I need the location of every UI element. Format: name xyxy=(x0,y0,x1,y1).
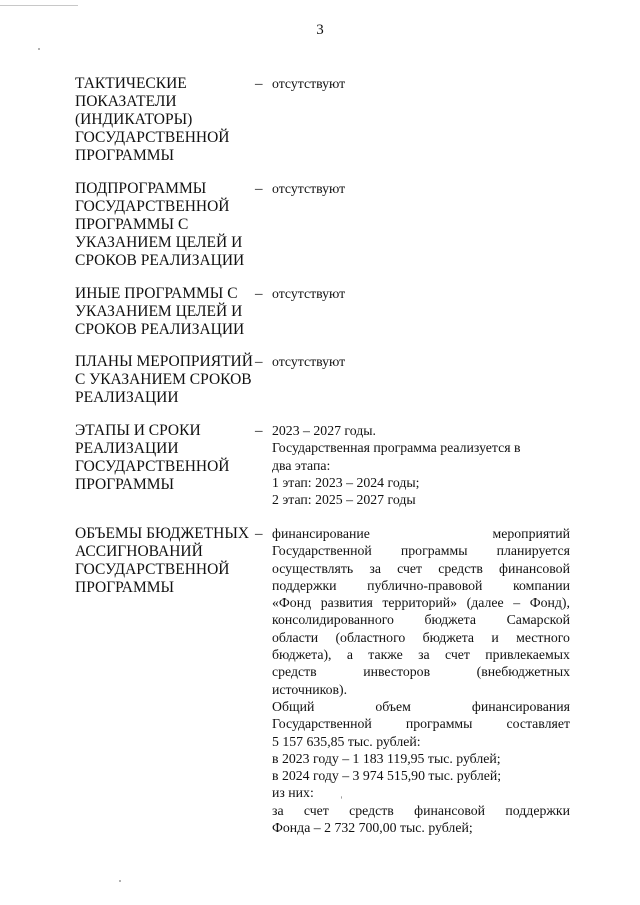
value-line: два этапа: xyxy=(272,457,331,473)
value-line: источников). xyxy=(272,681,348,697)
justified-word: поддержки xyxy=(272,577,337,593)
justified-word: инвесторов xyxy=(363,664,431,680)
justified-word: финансирование xyxy=(272,526,370,541)
justified-word: счет xyxy=(303,802,329,818)
scan-speck xyxy=(119,880,121,882)
value-line: отсутствуют xyxy=(272,354,346,369)
label-line: УКАЗАНИЕМ ЦЕЛЕЙ И xyxy=(75,234,243,251)
justified-word: мероприятий xyxy=(492,526,570,541)
justified-word: территорий» xyxy=(382,595,458,611)
section-dash: – xyxy=(255,354,263,370)
label-line: ЭТАПЫ И СРОКИ xyxy=(75,422,201,439)
justified-word: а xyxy=(346,647,353,663)
scan-edge-line xyxy=(0,5,78,6)
label-line: ТАКТИЧЕСКИЕ xyxy=(75,75,187,92)
justified-word: финансовой xyxy=(414,802,486,818)
label-line: СРОКОВ РЕАЛИЗАЦИИ xyxy=(75,252,245,269)
label-line: СРОКОВ РЕАЛИЗАЦИИ xyxy=(75,321,245,338)
justified-word: (внебюджетных xyxy=(476,664,570,680)
label-line: ПРОГРАММЫ xyxy=(75,147,175,164)
justified-word: развития xyxy=(320,595,373,611)
value-line xyxy=(272,594,570,611)
justified-word: – xyxy=(513,595,521,611)
section-value xyxy=(272,75,570,92)
section-value xyxy=(272,422,570,508)
value-line: 1 этап: 2023 – 2024 годы; xyxy=(272,474,420,490)
justified-word: Государственной xyxy=(272,716,372,732)
justified-word: программы xyxy=(405,716,473,732)
justified-word: средств xyxy=(349,802,394,818)
label-line: ГОСУДАРСТВЕННОЙ xyxy=(75,458,230,475)
label-line: ИНЫЕ ПРОГРАММЫ С xyxy=(75,285,238,302)
label-line: ПОДПРОГРАММЫ xyxy=(75,180,207,197)
section-value xyxy=(272,285,570,302)
scan-speck xyxy=(38,48,40,50)
label-line: ПОКАЗАТЕЛИ xyxy=(75,93,177,110)
label-line: ПРОГРАММЫ xyxy=(75,476,175,493)
section-label xyxy=(75,422,253,494)
label-line: (ИНДИКАТОРЫ) xyxy=(75,111,193,128)
section-dash: – xyxy=(255,76,263,92)
value-line: 5 157 635,85 тыс. рублей: xyxy=(272,733,421,749)
value-line: отсутствуют xyxy=(272,76,346,91)
justified-word: бюджета), xyxy=(272,647,332,663)
value-line: 2 этап: 2025 – 2027 годы xyxy=(272,492,416,508)
justified-word: (далее xyxy=(466,595,504,611)
value-line xyxy=(272,715,570,732)
justified-word: счет xyxy=(397,560,423,576)
value-line: Фонда – 2 732 700,00 тыс. рублей; xyxy=(272,820,473,836)
justified-word: Самарской xyxy=(506,612,570,628)
justified-word: за xyxy=(369,560,381,576)
value-line xyxy=(272,646,570,663)
justified-word: «Фонд xyxy=(272,595,312,611)
value-line xyxy=(272,663,570,680)
label-line: ГОСУДАРСТВЕННОЙ xyxy=(75,198,230,215)
value-line: в 2023 году – 1 183 119,95 тыс. рублей; xyxy=(272,750,501,766)
section-label xyxy=(75,285,253,339)
justified-word: осуществлять xyxy=(272,560,354,576)
section-value xyxy=(272,525,570,836)
value-line: 2023 – 2027 годы. xyxy=(272,423,376,438)
value-line: Государственная программа реализуется в xyxy=(272,440,521,456)
justified-word: Общий xyxy=(272,698,315,714)
label-line: ГОСУДАРСТВЕННОЙ xyxy=(75,129,230,146)
value-line xyxy=(272,698,570,715)
section-dash: – xyxy=(255,423,263,439)
value-line xyxy=(272,802,570,819)
value-line: в 2024 году – 3 974 515,90 тыс. рублей; xyxy=(272,768,502,784)
justified-word: Фонд), xyxy=(529,595,570,611)
label-line: ГОСУДАРСТВЕННОЙ xyxy=(75,561,230,578)
value-line xyxy=(272,525,570,542)
section-dash: – xyxy=(255,181,263,197)
section-value xyxy=(272,353,570,370)
justified-word: и xyxy=(491,629,499,645)
justified-word: Государственной xyxy=(272,543,372,559)
justified-word: бюджета xyxy=(424,612,476,628)
value-line xyxy=(272,560,570,577)
value-line xyxy=(272,577,570,594)
justified-word: компании xyxy=(512,577,570,593)
justified-word: средств xyxy=(272,664,317,680)
justified-word: финансовой xyxy=(499,560,570,576)
value-line: отсутствуют xyxy=(272,286,346,301)
justified-word: средств xyxy=(438,560,483,576)
justified-word: программы xyxy=(400,543,468,559)
justified-word: поддержки xyxy=(505,802,570,818)
justified-word: составляет xyxy=(506,716,570,732)
justified-word: консолидированного xyxy=(272,612,394,628)
justified-word: привлекаемых xyxy=(485,647,570,663)
justified-word: финансирования xyxy=(471,698,570,714)
section-dash: – xyxy=(255,526,263,542)
value-line xyxy=(272,629,570,646)
section-value xyxy=(272,180,570,197)
label-line: С УКАЗАНИЕМ СРОКОВ xyxy=(75,371,252,388)
section-label xyxy=(75,180,253,270)
justified-word: за xyxy=(418,647,430,663)
justified-word: (областного xyxy=(335,629,406,645)
justified-word: бюджета xyxy=(422,629,475,645)
label-line: ОБЪЕМЫ БЮДЖЕТНЫХ xyxy=(75,525,250,542)
label-line: РЕАЛИЗАЦИИ xyxy=(75,389,179,406)
justified-word: счет xyxy=(445,647,470,663)
value-line: отсутствуют xyxy=(272,181,346,196)
value-line xyxy=(272,611,570,628)
section-dash: – xyxy=(255,286,263,302)
justified-word: за xyxy=(272,802,284,818)
justified-word: также xyxy=(368,647,403,663)
justified-word: публично-правовой xyxy=(367,577,483,593)
label-line: АССИГНОВАНИЙ xyxy=(75,543,203,560)
label-line: РЕАЛИЗАЦИИ xyxy=(75,440,179,457)
page-number: 3 xyxy=(316,22,324,38)
label-line: УКАЗАНИЕМ ЦЕЛЕЙ И xyxy=(75,303,243,320)
label-line: ПРОГРАММЫ С xyxy=(75,216,189,233)
section-label xyxy=(75,75,253,165)
justified-word: планируется xyxy=(496,543,570,559)
section-label xyxy=(75,353,253,407)
section-label xyxy=(75,525,253,597)
label-line: ПРОГРАММЫ xyxy=(75,579,175,596)
justified-word: области xyxy=(272,629,319,645)
value-line: из них: xyxy=(272,785,314,801)
justified-word: объем xyxy=(375,698,411,714)
justified-word: местного xyxy=(516,629,570,645)
value-line xyxy=(272,542,570,559)
label-line: ПЛАНЫ МЕРОПРИЯТИЙ xyxy=(75,353,253,370)
